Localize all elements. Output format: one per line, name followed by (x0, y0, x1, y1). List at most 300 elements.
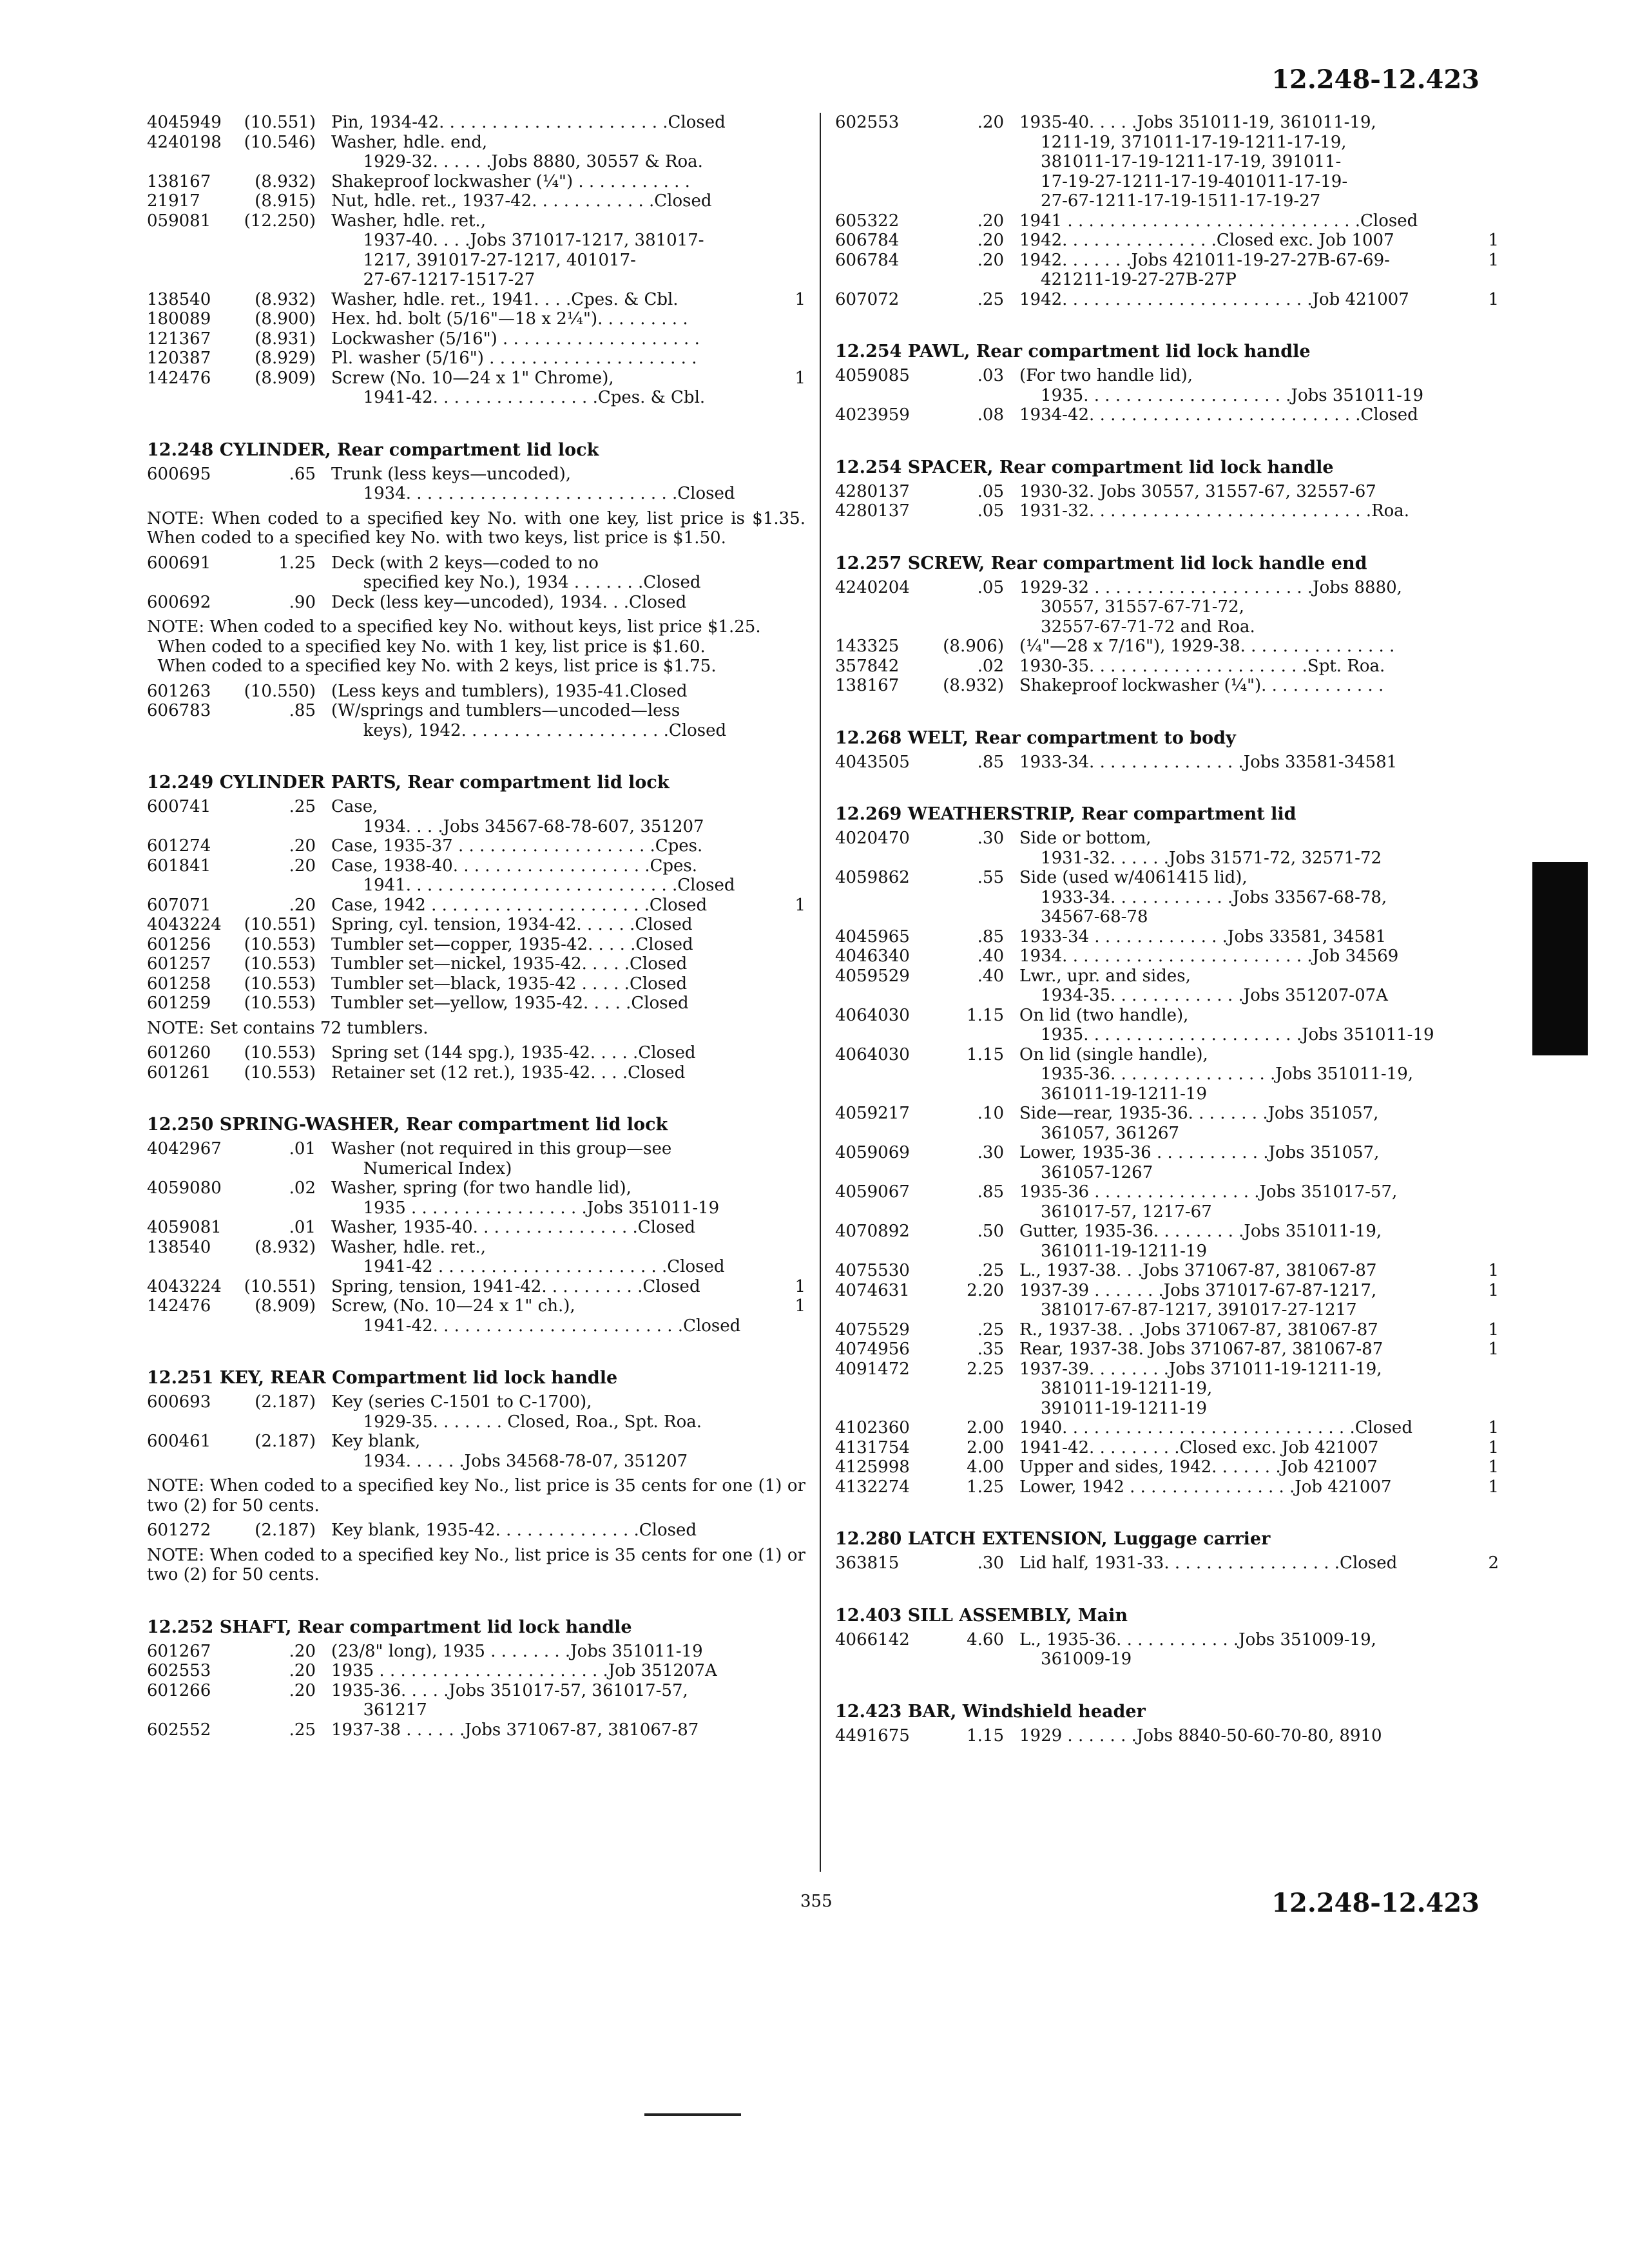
part-description (1019, 501, 1476, 521)
description-line: Lwr., upr. and sides, (1019, 966, 1191, 986)
quantity (782, 133, 805, 172)
quantity (1476, 829, 1499, 868)
description-line: Key blank, (331, 1432, 421, 1451)
part-number: 4132274 (835, 1477, 910, 1497)
list-price: .02 (977, 656, 1004, 676)
quantity: 1 (1488, 1261, 1499, 1280)
section-title: 12.248 CYLINDER, Rear compartment lid lock (147, 439, 599, 460)
list-price: 2.20 (967, 1280, 1004, 1300)
part-description (1019, 1320, 1476, 1340)
quantity (1476, 1104, 1499, 1143)
part-description (331, 133, 782, 172)
list-price: .50 (977, 1222, 1004, 1241)
part-description (331, 1296, 782, 1336)
part-row (147, 133, 805, 172)
description-line: Numerical Index) (331, 1158, 512, 1178)
description-line: 361057-1267 (1019, 1162, 1153, 1182)
list-price: (10.553) (244, 974, 316, 994)
description-line: 381011-19-1211-19, (1019, 1379, 1213, 1398)
list-price: 4.00 (967, 1457, 1004, 1477)
description-line: 1217, 391017-27-1217, 401017- (331, 250, 636, 270)
quantity: 1 (795, 289, 805, 309)
description-line: Spring, tension, 1941-42. . . . . . . . . .Closed (331, 1276, 700, 1296)
list-price: .25 (289, 1720, 316, 1740)
part-row (835, 1630, 1499, 1669)
part-row (147, 1661, 805, 1681)
section-title: 12.249 CYLINDER PARTS, Rear compartment lid lock (147, 773, 670, 793)
catalog-section (147, 113, 805, 408)
description-line: Tumbler set—copper, 1935-42. . . . .Closed (331, 934, 693, 954)
description-line: 1935 . . . . . . . . . . . . . . . . .Jobs 351011-19 (331, 1198, 720, 1218)
list-price: (10.546) (244, 132, 316, 152)
list-price: .20 (289, 1641, 316, 1661)
part-row (147, 1218, 805, 1238)
list-price: .20 (977, 113, 1004, 132)
part-row (147, 1063, 805, 1083)
description-line: 1941-42 . . . . . . . . . . . . . . . . . . . . . .Closed (331, 1257, 725, 1276)
quantity: 1 (1488, 1340, 1499, 1359)
part-row (835, 927, 1499, 947)
part-number: 142476 (147, 1296, 211, 1316)
description-line: Shakeproof lockwasher (¼"). . . . . . . . . . . . (1019, 676, 1384, 695)
list-price: .20 (289, 836, 316, 856)
part-number: 4240198 (147, 132, 222, 152)
list-price: .90 (289, 592, 316, 612)
catalog-section (835, 804, 1499, 1497)
part-row (147, 797, 805, 836)
quantity (782, 172, 805, 192)
part-row (147, 329, 805, 349)
quantity (1476, 366, 1499, 405)
part-description (331, 1521, 782, 1541)
note-text: NOTE: When coded to a specified key No. without keys, list price $1.25. When coded to a specified key No. with 1 key, list price is $1.60. When coded to a specified key No. with 2 keys, list price is $1.75. (147, 617, 761, 676)
part-number: 600461 (147, 1432, 211, 1451)
list-price: (10.553) (244, 954, 316, 974)
part-description (331, 974, 782, 994)
description-line: Lower, 1942 . . . . . . . . . . . . . . . .Job 421007 (1019, 1477, 1392, 1497)
description-line: Tumbler set—nickel, 1935-42. . . . .Closed (331, 954, 688, 974)
description-line: 1933-34 . . . . . . . . . . . . .Jobs 33581, 34581 (1019, 927, 1387, 947)
quantity (1476, 657, 1499, 677)
description-line: 30557, 31557-67-71-72, (1019, 597, 1244, 617)
quantity (782, 1681, 805, 1720)
part-number: 4059081 (147, 1218, 222, 1237)
part-description (1019, 1630, 1476, 1669)
part-row (835, 1006, 1499, 1045)
description-line: Spring set (144 spg.), 1935-42. . . . .Closed (331, 1043, 696, 1062)
part-description (1019, 1726, 1476, 1746)
list-price: 1.15 (967, 1005, 1004, 1025)
description-line: Rear, 1937-38. Jobs 371067-87, 381067-87 (1019, 1340, 1383, 1359)
part-number: 4074956 (835, 1340, 910, 1359)
part-row (147, 935, 805, 955)
list-price: (8.932) (255, 171, 316, 191)
list-price: 1.25 (967, 1477, 1004, 1497)
part-number: 601259 (147, 994, 211, 1013)
description-line: Case, 1935-37 . . . . . . . . . . . . . . . . . . .Cpes. (331, 836, 703, 856)
list-price: 1.15 (967, 1044, 1004, 1064)
quantity (782, 1432, 805, 1471)
list-price: (8.932) (943, 676, 1004, 695)
quantity (1476, 676, 1499, 696)
part-row (147, 1277, 805, 1297)
list-price: (10.553) (244, 1062, 316, 1082)
description-line: Screw, (No. 10—24 x 1" ch.), (331, 1296, 575, 1316)
description-line: Side—rear, 1935-36. . . . . . . .Jobs 351057, (1019, 1104, 1379, 1123)
description-line: Side or bottom, (1019, 829, 1152, 848)
list-price: .40 (977, 966, 1004, 986)
part-description (1019, 637, 1476, 657)
description-line: 1941 . . . . . . . . . . . . . . . . . . . . . . . . . . . .Closed (1019, 211, 1418, 231)
part-description (1019, 366, 1476, 405)
quantity: 1 (1488, 250, 1499, 270)
part-row (835, 1360, 1499, 1419)
description-line: L., 1937-38. . .Jobs 371067-87, 381067-87 (1019, 1261, 1377, 1280)
quantity (1476, 927, 1499, 947)
quantity (782, 465, 805, 504)
quantity: 1 (795, 368, 805, 388)
part-number: 4131754 (835, 1437, 910, 1457)
description-line: 381017-67-87-1217, 391017-27-1217 (1019, 1300, 1357, 1320)
description-line: Washer, hdle. ret., (331, 211, 486, 231)
quantity (782, 1642, 805, 1662)
part-row (147, 836, 805, 856)
catalog-section (835, 728, 1499, 773)
description-line: 1935. . . . . . . . . . . . . . . . . . . . .Jobs 351011-19 (1019, 1025, 1434, 1044)
quantity (782, 1392, 805, 1432)
list-price: .20 (977, 211, 1004, 231)
part-number: 4059529 (835, 966, 910, 986)
part-number: 4043224 (147, 915, 222, 934)
description-line: 1211-19, 371011-17-19-1211-17-19, (1019, 132, 1347, 152)
catalog-section (147, 1617, 805, 1740)
part-description (331, 1063, 782, 1083)
part-description (1019, 1182, 1476, 1222)
part-number: 601267 (147, 1641, 211, 1661)
part-row (835, 1222, 1499, 1261)
part-number: 4023959 (835, 405, 910, 425)
part-number: 4059085 (835, 366, 910, 385)
part-number: 4064030 (835, 1005, 910, 1025)
description-line: Washer, hdle. ret., 1941. . . .Cpes. & Cbl. (331, 289, 679, 309)
description-line: 1934. . . . . .Jobs 34568-78-07, 351207 (331, 1451, 688, 1471)
quantity (1476, 1630, 1499, 1669)
part-description (1019, 927, 1476, 947)
list-price: (10.551) (244, 915, 316, 934)
part-row (835, 1104, 1499, 1143)
column-divider (820, 113, 821, 1872)
part-number: 4045965 (835, 927, 910, 947)
part-description (331, 1178, 782, 1218)
part-row (147, 553, 805, 593)
part-row (147, 172, 805, 192)
list-price: .85 (977, 1182, 1004, 1202)
list-price: (8.900) (255, 309, 316, 329)
description-line: 361057, 361267 (1019, 1123, 1180, 1143)
quantity (782, 994, 805, 1014)
part-number: 4102360 (835, 1418, 910, 1437)
part-number: 4075530 (835, 1261, 910, 1280)
part-description (331, 935, 782, 955)
description-line: Nut, hdle. ret., 1937-42. . . . . . . . . . . .Closed (331, 191, 712, 211)
part-number: 607072 (835, 289, 900, 309)
part-row (147, 701, 805, 740)
part-row (835, 868, 1499, 927)
part-number: 601258 (147, 974, 211, 994)
quantity (782, 1063, 805, 1083)
part-description (1019, 290, 1476, 310)
list-price: (10.551) (244, 1276, 316, 1296)
quantity: 1 (1488, 1280, 1499, 1300)
part-number: 143325 (835, 637, 900, 656)
description-line: 1942. . . . . . . . . . . . . . .Closed exc. Job 1007 (1019, 231, 1394, 250)
part-row (835, 231, 1499, 251)
quantity: 1 (1488, 231, 1499, 250)
description-line: 1937-39. . . . . . . .Jobs 371011-19-1211-19, (1019, 1359, 1382, 1379)
description-line: 1941-42. . . . . . . . . . . . . . . . . . . . . . . .Closed (331, 1316, 741, 1336)
part-row (835, 1553, 1499, 1573)
description-line: 1930-35. . . . . . . . . . . . . . . . . . . . .Spt. Roa. (1019, 656, 1385, 676)
description-line: 1929-35. . . . . . . Closed, Roa., Spt. Roa. (331, 1412, 702, 1432)
left-column (147, 113, 816, 1740)
part-description (1019, 1477, 1476, 1497)
part-description (1019, 211, 1476, 231)
quantity (782, 682, 805, 702)
part-row (147, 1642, 805, 1662)
description-line: Retainer set (12 ret.), 1935-42. . . .Closed (331, 1062, 686, 1082)
list-price: 1.15 (967, 1725, 1004, 1745)
list-price: (8.931) (255, 329, 316, 349)
part-number: 601841 (147, 856, 211, 876)
part-description (331, 954, 782, 974)
quantity (782, 113, 805, 133)
part-number: 4075529 (835, 1320, 910, 1340)
list-price: .30 (977, 1143, 1004, 1162)
part-number: 4020470 (835, 829, 910, 848)
quantity (782, 935, 805, 955)
list-price: .55 (977, 868, 1004, 887)
part-row (835, 405, 1499, 425)
catalog-section (835, 1606, 1499, 1669)
description-line: Lower, 1935-36 . . . . . . . . . . .Jobs 351057, (1019, 1143, 1380, 1162)
part-number: 600741 (147, 797, 211, 816)
description-line: 1934-35. . . . . . . . . . . . .Jobs 351207-07A (1019, 986, 1388, 1005)
list-price: 2.00 (967, 1418, 1004, 1437)
part-number: 180089 (147, 309, 211, 329)
part-row (835, 966, 1499, 1006)
description-line: 361017-57, 1217-67 (1019, 1202, 1212, 1222)
part-description (1019, 482, 1476, 502)
scan-artifact (644, 2113, 741, 2116)
part-number: 120387 (147, 349, 211, 368)
part-description (1019, 753, 1476, 773)
part-number: 602552 (147, 1720, 211, 1740)
quantity (782, 1043, 805, 1063)
part-description (331, 994, 782, 1014)
part-description (331, 1432, 782, 1471)
list-price: .08 (977, 405, 1004, 425)
part-number: 142476 (147, 368, 211, 388)
part-description (1019, 1281, 1476, 1320)
description-line: 361009-19 (1019, 1649, 1132, 1669)
part-description (1019, 676, 1476, 696)
part-row (147, 1681, 805, 1720)
part-row (147, 369, 805, 408)
description-line: (W/springs and tumblers—uncoded—less (331, 701, 680, 720)
part-description (1019, 1045, 1476, 1104)
description-line: 34567-68-78 (1019, 907, 1148, 927)
part-number: 600692 (147, 592, 211, 612)
part-row (147, 1720, 805, 1740)
part-row (835, 637, 1499, 657)
section-title: 12.257 SCREW, Rear compartment lid lock handle end (835, 553, 1367, 573)
part-description (331, 309, 782, 329)
quantity (782, 211, 805, 290)
part-description (331, 1661, 782, 1681)
quantity (782, 856, 805, 896)
note-text: NOTE: When coded to a specified key No., list price is 35 cents for one (1) or two (2) for 50 cents. (147, 1545, 811, 1584)
list-price: .40 (977, 947, 1004, 966)
part-number: 21917 (147, 191, 200, 211)
note-text: NOTE: When coded to a specified key No., list price is 35 cents for one (1) or two (2) for 50 cents. (147, 1476, 811, 1515)
part-row (147, 1392, 805, 1432)
description-line: Key (series C-1501 to C-1700), (331, 1392, 592, 1412)
right-column (835, 113, 1499, 1745)
description-line: Pl. washer (5/16") . . . . . . . . . . . . . . . . . . . . (331, 349, 697, 368)
part-row (147, 682, 805, 702)
quantity (1476, 1182, 1499, 1222)
part-number: 4240204 (835, 577, 910, 597)
list-price: .85 (289, 701, 316, 720)
part-description (331, 1238, 782, 1277)
part-description (331, 1277, 782, 1297)
part-row (835, 1261, 1499, 1281)
part-row (835, 753, 1499, 773)
part-row (835, 947, 1499, 966)
list-price: .01 (289, 1139, 316, 1158)
part-description (1019, 1261, 1476, 1281)
description-line: 1929-32 . . . . . . . . . . . . . . . . . . . . .Jobs 8880, (1019, 577, 1402, 597)
description-line: 1942. . . . . . .Jobs 421011-19-27-27B-67-69- (1019, 250, 1390, 270)
note-text: NOTE: When coded to a specified key No. with one key, list price is $1.35. When coded to a specified key No. with two keys, list price is $1.50. (147, 508, 816, 548)
page-range-footer: 12.248-12.423 (1271, 1888, 1480, 1918)
description-line: 1934. . . . . . . . . . . . . . . . . . . . . . . .Job 34569 (1019, 947, 1399, 966)
part-number: 138167 (835, 676, 900, 695)
quantity (782, 553, 805, 593)
part-number: 4125998 (835, 1457, 910, 1477)
list-price: .20 (977, 231, 1004, 250)
catalog-section (835, 553, 1499, 696)
list-price: .20 (977, 250, 1004, 270)
quantity: 1 (795, 1296, 805, 1316)
list-price: 2.00 (967, 1437, 1004, 1457)
description-line: 1935-36. . . . .Jobs 351017-57, 361017-57, (331, 1680, 688, 1700)
list-price: .10 (977, 1104, 1004, 1123)
part-description (1019, 1418, 1476, 1438)
part-description (331, 896, 782, 916)
note-text: NOTE: Set contains 72 tumblers. (147, 1018, 429, 1038)
part-description (331, 701, 782, 740)
section-title: 12.269 WEATHERSTRIP, Rear compartment lid (835, 804, 1296, 824)
part-number: 607071 (147, 895, 211, 915)
part-row (147, 915, 805, 935)
part-description (1019, 113, 1476, 211)
page-number: 355 (800, 1892, 833, 1911)
part-row (835, 1182, 1499, 1222)
list-price: (10.550) (244, 681, 316, 701)
quantity (782, 349, 805, 369)
part-row (835, 211, 1499, 231)
part-number: 4059069 (835, 1143, 910, 1162)
part-row (147, 1178, 805, 1218)
part-number: 4059080 (147, 1178, 222, 1198)
list-price: .20 (289, 1661, 316, 1680)
quantity (782, 836, 805, 856)
part-number: 4066142 (835, 1629, 910, 1649)
part-row (147, 113, 805, 133)
part-number: 138540 (147, 289, 211, 309)
part-number: 601272 (147, 1521, 211, 1540)
part-row (147, 1043, 805, 1063)
part-number: 4045949 (147, 113, 222, 132)
part-number: 600695 (147, 464, 211, 484)
description-line: 27-67-1211-17-19-1511-17-19-27 (1019, 191, 1321, 211)
part-row (147, 954, 805, 974)
quantity: 1 (795, 1276, 805, 1296)
part-description (331, 1720, 782, 1740)
part-description (331, 553, 782, 593)
description-line: 1937-39 . . . . . . .Jobs 371017-67-87-1217, (1019, 1280, 1377, 1300)
part-number: 357842 (835, 656, 900, 676)
list-price: (8.909) (255, 368, 316, 388)
part-number: 4059862 (835, 868, 910, 887)
list-price: .20 (289, 895, 316, 915)
part-number: 4280137 (835, 501, 910, 521)
catalog-section (835, 113, 1499, 309)
list-price: (8.932) (255, 289, 316, 309)
part-row (835, 482, 1499, 502)
quantity (782, 1139, 805, 1178)
description-line: 27-67-1217-1517-27 (331, 270, 535, 289)
quantity: 1 (1488, 289, 1499, 309)
part-row (835, 366, 1499, 405)
description-line: 421211-19-27-27B-27P (1019, 270, 1237, 289)
part-number: 601266 (147, 1680, 211, 1700)
part-description (1019, 1360, 1476, 1419)
list-price: (2.187) (255, 1432, 316, 1451)
quantity (1476, 637, 1499, 657)
part-description (331, 172, 782, 192)
section-title: 12.423 BAR, Windshield header (835, 1701, 1146, 1722)
part-row (835, 1477, 1499, 1497)
part-row (147, 994, 805, 1014)
description-line: Side (used w/4061415 lid), (1019, 868, 1248, 887)
list-price: (8.906) (943, 637, 1004, 656)
part-description (331, 1392, 782, 1432)
quantity (782, 1178, 805, 1218)
part-row (835, 1320, 1499, 1340)
part-description (331, 191, 782, 211)
part-number: 606784 (835, 231, 900, 250)
part-row (835, 1281, 1499, 1320)
quantity (1476, 966, 1499, 1006)
description-line: (¼"—28 x 7/16"), 1929-38. . . . . . . . . . . . . . . (1019, 637, 1395, 656)
section-title: 12.251 KEY, REAR Compartment lid lock handle (147, 1368, 618, 1388)
part-description (1019, 1340, 1476, 1360)
part-row (835, 1726, 1499, 1746)
part-row (835, 1143, 1499, 1182)
part-description (1019, 1143, 1476, 1182)
